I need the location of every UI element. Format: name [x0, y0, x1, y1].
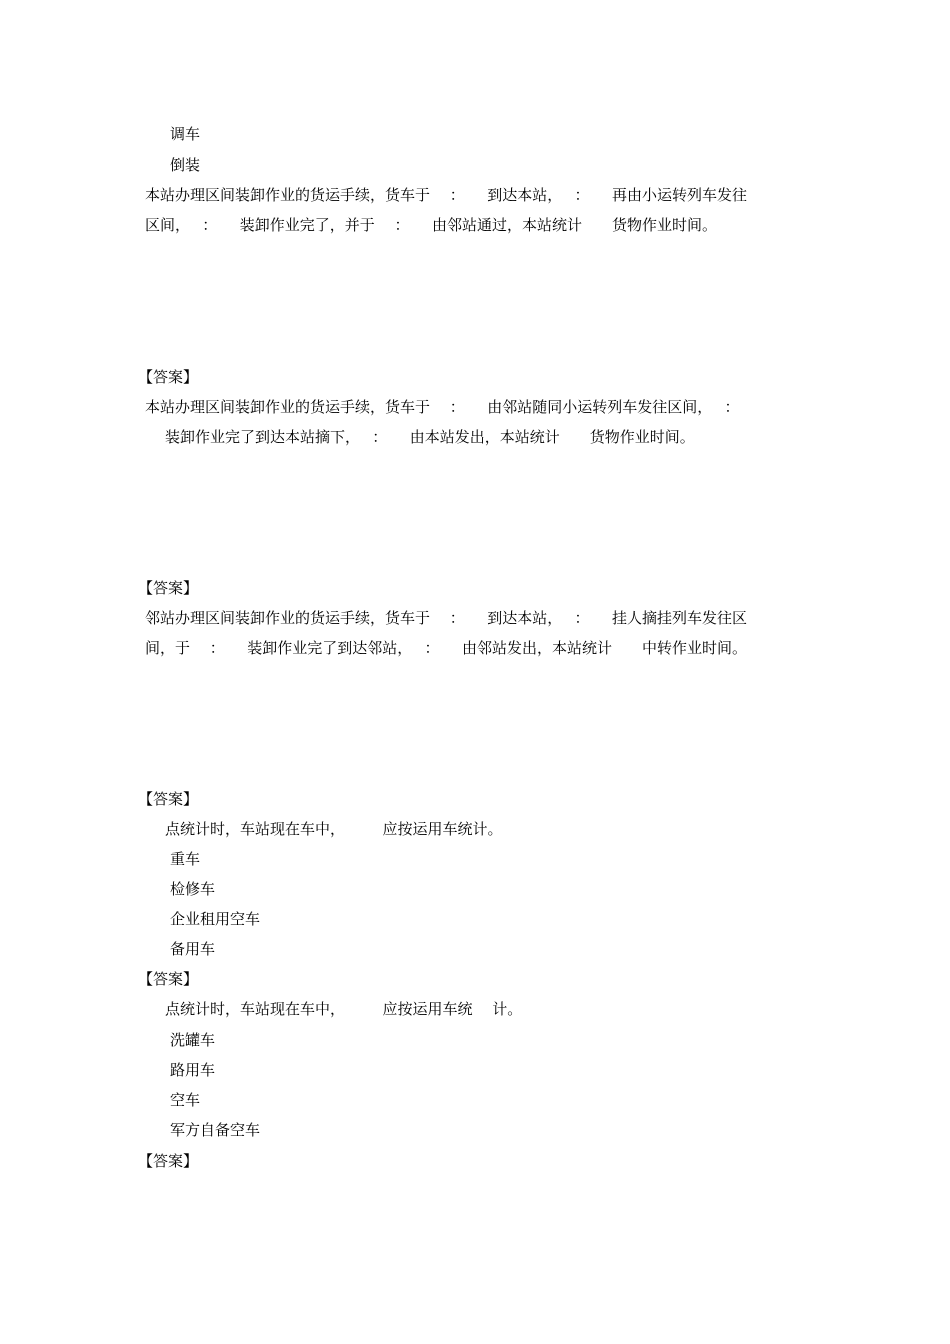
option-text: 空车 — [170, 1091, 201, 1109]
answer-label: 【答案】 — [138, 1152, 199, 1170]
option-text: 洗罐车 — [170, 1031, 216, 1049]
question-text: 装卸作业完了到达本站摘下， ： 由本站发出，本站统计 货物作业时间。 — [165, 428, 695, 446]
option-text: 重车 — [170, 850, 201, 868]
question-text: 本站办理区间装卸作业的货运手续，货车于 ： 由邻站随同小运转列车发往区间， ： — [145, 398, 740, 416]
option-text: 检修车 — [170, 880, 216, 898]
option-text: 调车 — [170, 125, 201, 143]
option-text: 企业租用空车 — [170, 910, 261, 928]
answer-label: 【答案】 — [138, 790, 199, 808]
option-text: 备用车 — [170, 940, 216, 958]
question-text: 本站办理区间装卸作业的货运手续，货车于 ： 到达本站， ： 再由小运转列车发往 — [145, 186, 748, 204]
question-text: 点统计时，车站现在车中， 应按运用车统 计。 — [165, 1000, 523, 1018]
question-text: 邻站办理区间装卸作业的货运手续，货车于 ： 到达本站， ： 挂人摘挂列车发往区 — [145, 609, 748, 627]
option-text: 倒装 — [170, 156, 201, 174]
answer-label: 【答案】 — [138, 579, 199, 597]
question-text: 间，于 ： 装卸作业完了到达邻站， ： 由邻站发出，本站统计 中转作业时间。 — [145, 639, 748, 657]
answer-label: 【答案】 — [138, 368, 199, 386]
option-text: 军方自备空车 — [170, 1121, 261, 1139]
question-text: 区间， ： 装卸作业完了，并于 ： 由邻站通过，本站统计 货物作业时间。 — [145, 216, 718, 234]
question-text: 点统计时，车站现在车中， 应按运用车统计。 — [165, 820, 503, 838]
answer-label: 【答案】 — [138, 970, 199, 988]
option-text: 路用车 — [170, 1061, 216, 1079]
